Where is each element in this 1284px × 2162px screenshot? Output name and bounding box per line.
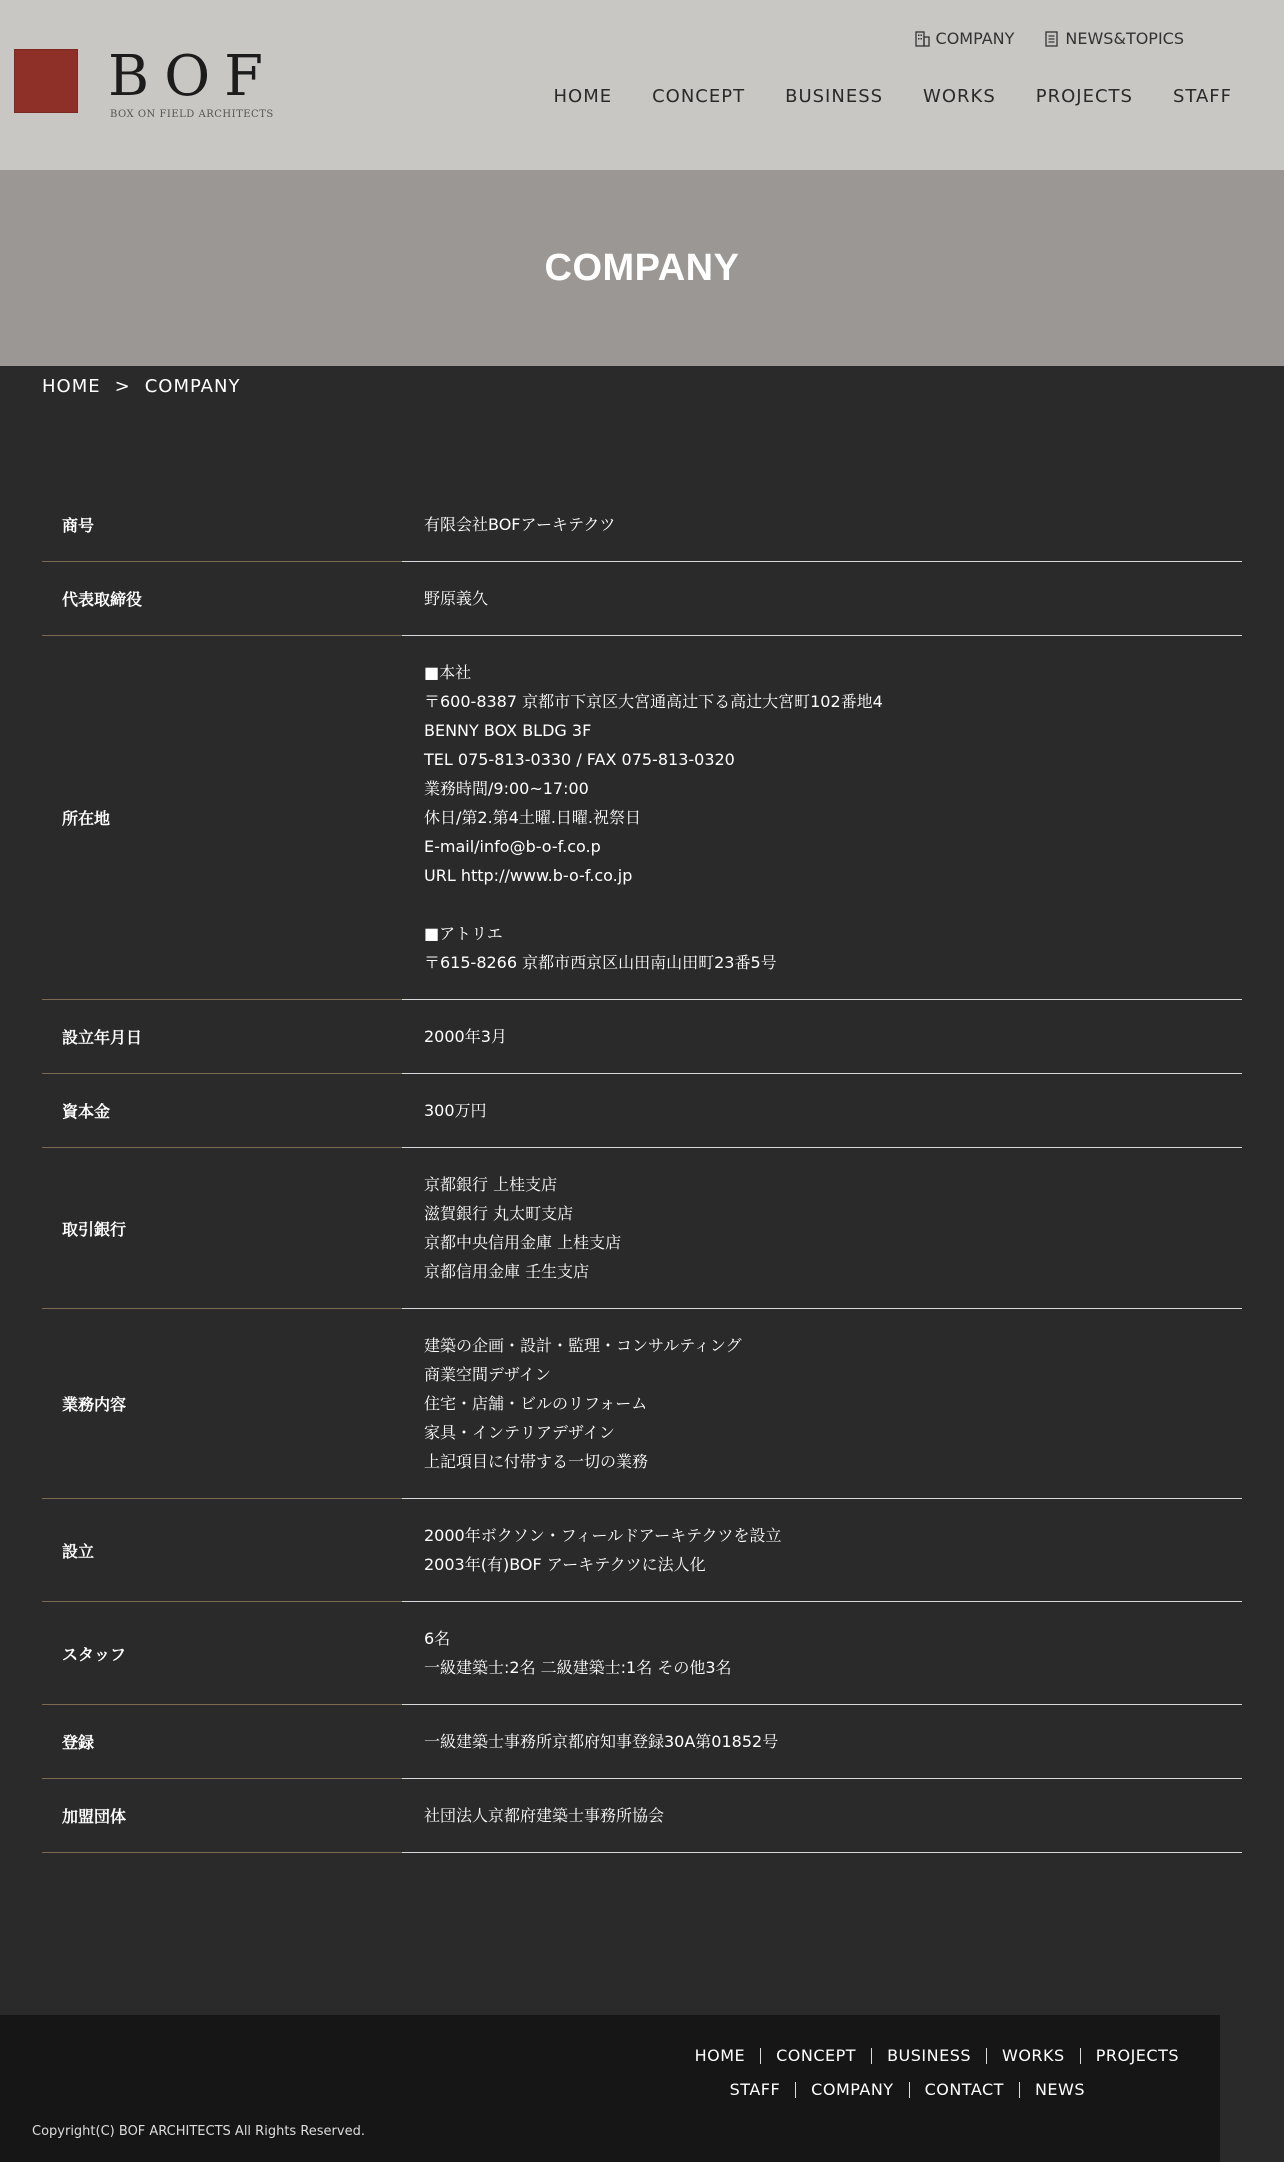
row-value: [402, 1148, 1242, 1309]
row-label: 資本金: [42, 1074, 402, 1148]
row-label: 設立: [42, 1499, 402, 1602]
company-info-table: [42, 488, 1242, 1853]
table-row: [42, 1148, 1242, 1309]
document-icon: [1044, 31, 1059, 47]
nav-home[interactable]: HOME: [553, 86, 613, 107]
row-value-line: 有限会社BOFアーキテクツ: [424, 515, 616, 534]
top-link-company[interactable]: [915, 29, 1015, 48]
row-label: 商号: [42, 488, 402, 562]
row-label: スタッフ: [42, 1602, 402, 1705]
row-value: [402, 562, 1242, 636]
footer-link-news[interactable]: NEWS: [1019, 2082, 1100, 2098]
row-value-line: 2003年(有)BOF アーキテクツに法人化: [424, 1555, 706, 1574]
row-value-line: 建築の企画・設計・監理・コンサルティング: [424, 1336, 742, 1355]
breadcrumb-separator: >: [114, 376, 131, 397]
logo-subtitle: BOX ON FIELD ARCHITECTS: [110, 109, 274, 120]
logo-letters: BOF: [108, 44, 277, 109]
row-value: [402, 1705, 1242, 1779]
row-value-line: URL http://www.b-o-f.co.jp: [424, 866, 633, 885]
nav-projects[interactable]: PROJECTS: [1035, 86, 1133, 107]
footer-nav-row-1: [680, 2048, 1194, 2064]
row-value-line: 京都銀行 上桂支店: [424, 1175, 558, 1194]
row-value-line: TEL 075-813-0330 / FAX 075-813-0320: [424, 750, 735, 769]
breadcrumb-current: COMPANY: [144, 376, 241, 397]
top-link-news[interactable]: [1044, 29, 1184, 48]
row-value-line: ■本社: [424, 663, 472, 682]
footer-link-home[interactable]: HOME: [694, 2046, 746, 2065]
table-row: [42, 488, 1242, 562]
row-label: 代表取締役: [42, 562, 402, 636]
row-value: [402, 1602, 1242, 1705]
row-value-line: 上記項目に付帯する一切の業務: [424, 1452, 649, 1471]
table-row: [42, 1705, 1242, 1779]
table-row: [42, 1779, 1242, 1853]
row-value: [402, 1074, 1242, 1148]
row-label: 加盟団体: [42, 1779, 402, 1853]
table-row: [42, 1074, 1242, 1148]
nav-business[interactable]: BUSINESS: [785, 86, 884, 107]
row-label: 所在地: [42, 636, 402, 1000]
table-row: [42, 636, 1242, 1000]
site-footer: [0, 2015, 1220, 2162]
row-value-line: 業務時間/9:00~17:00: [424, 779, 589, 798]
nav-works[interactable]: WORKS: [923, 86, 996, 107]
row-value-line: 商業空間デザイン: [424, 1365, 551, 1384]
footer-link-projects[interactable]: PROJECTS: [1080, 2048, 1194, 2064]
row-value-line: 6名: [424, 1629, 451, 1648]
footer-link-concept[interactable]: CONCEPT: [760, 2048, 871, 2064]
row-value-line: [424, 890, 1242, 919]
site-header: [0, 0, 1284, 170]
row-value-line: 家具・インテリアデザイン: [424, 1423, 615, 1442]
row-value: [402, 1000, 1242, 1074]
row-value: [402, 1309, 1242, 1499]
page-title: COMPANY: [544, 246, 740, 289]
row-value-line: 一級建築士:2名 二級建築士:1名 その他3名: [424, 1658, 732, 1677]
footer-link-staff[interactable]: STAFF: [729, 2080, 781, 2099]
table-row: [42, 1602, 1242, 1705]
row-value: [402, 488, 1242, 562]
footer-link-company[interactable]: COMPANY: [795, 2082, 908, 2098]
row-label: 取引銀行: [42, 1148, 402, 1309]
row-label: 業務内容: [42, 1309, 402, 1499]
row-label: 設立年月日: [42, 1000, 402, 1074]
footer-link-works[interactable]: WORKS: [986, 2048, 1080, 2064]
copyright: Copyright(C) BOF ARCHITECTS All Rights Reserved.: [32, 2124, 365, 2139]
row-value-line: 2000年ボクソン・フィールドアーキテクツを設立: [424, 1526, 782, 1545]
logo-mark: [14, 49, 78, 113]
row-value-line: 〒615-8266 京都市西京区山田南山田町23番5号: [424, 953, 777, 972]
building-icon: [915, 31, 930, 47]
row-value-line: 滋賀銀行 丸太町支店: [424, 1204, 574, 1223]
footer-nav-row-2: [715, 2082, 1100, 2098]
row-value-line: 住宅・店舗・ビルのリフォーム: [424, 1394, 648, 1413]
row-value: [402, 1779, 1242, 1853]
breadcrumb-home[interactable]: HOME: [42, 376, 101, 397]
footer-link-business[interactable]: BUSINESS: [871, 2048, 986, 2064]
nav-concept[interactable]: CONCEPT: [652, 86, 746, 107]
breadcrumb: [42, 376, 240, 397]
nav-staff[interactable]: STAFF: [1172, 86, 1232, 107]
row-label: 登録: [42, 1705, 402, 1779]
row-value-line: BENNY BOX BLDG 3F: [424, 721, 592, 740]
row-value-line: 2000年3月: [424, 1027, 507, 1046]
row-value-line: 京都信用金庫 壬生支店: [424, 1262, 590, 1281]
page-banner: [0, 170, 1284, 366]
table-row: [42, 562, 1242, 636]
row-value: [402, 636, 1242, 1000]
row-value-line: 野原義久: [424, 589, 489, 608]
row-value-line: E-mail/info@b-o-f.co.p: [424, 837, 601, 856]
row-value: [402, 1499, 1242, 1602]
main-nav: [513, 86, 1232, 107]
row-value-line: 京都中央信用金庫 上桂支店: [424, 1233, 622, 1252]
table-row: [42, 1309, 1242, 1499]
row-value-line: 一級建築士事務所京都府知事登録30A第01852号: [424, 1732, 779, 1751]
top-link-label: COMPANY: [935, 29, 1015, 48]
table-row: [42, 1000, 1242, 1074]
top-links: [915, 29, 1184, 48]
row-value-line: ■アトリエ: [424, 924, 503, 943]
table-row: [42, 1499, 1242, 1602]
footer-link-contact[interactable]: CONTACT: [909, 2082, 1019, 2098]
site-logo[interactable]: [14, 44, 277, 120]
row-value-line: 社団法人京都府建築士事務所協会: [424, 1806, 665, 1825]
row-value-line: 休日/第2.第4土曜.日曜.祝祭日: [424, 808, 642, 827]
row-value-line: 〒600-8387 京都市下京区大宮通高辻下る高辻大宮町102番地4: [424, 692, 883, 711]
top-link-label: NEWS&TOPICS: [1065, 29, 1184, 48]
row-value-line: 300万円: [424, 1101, 487, 1120]
